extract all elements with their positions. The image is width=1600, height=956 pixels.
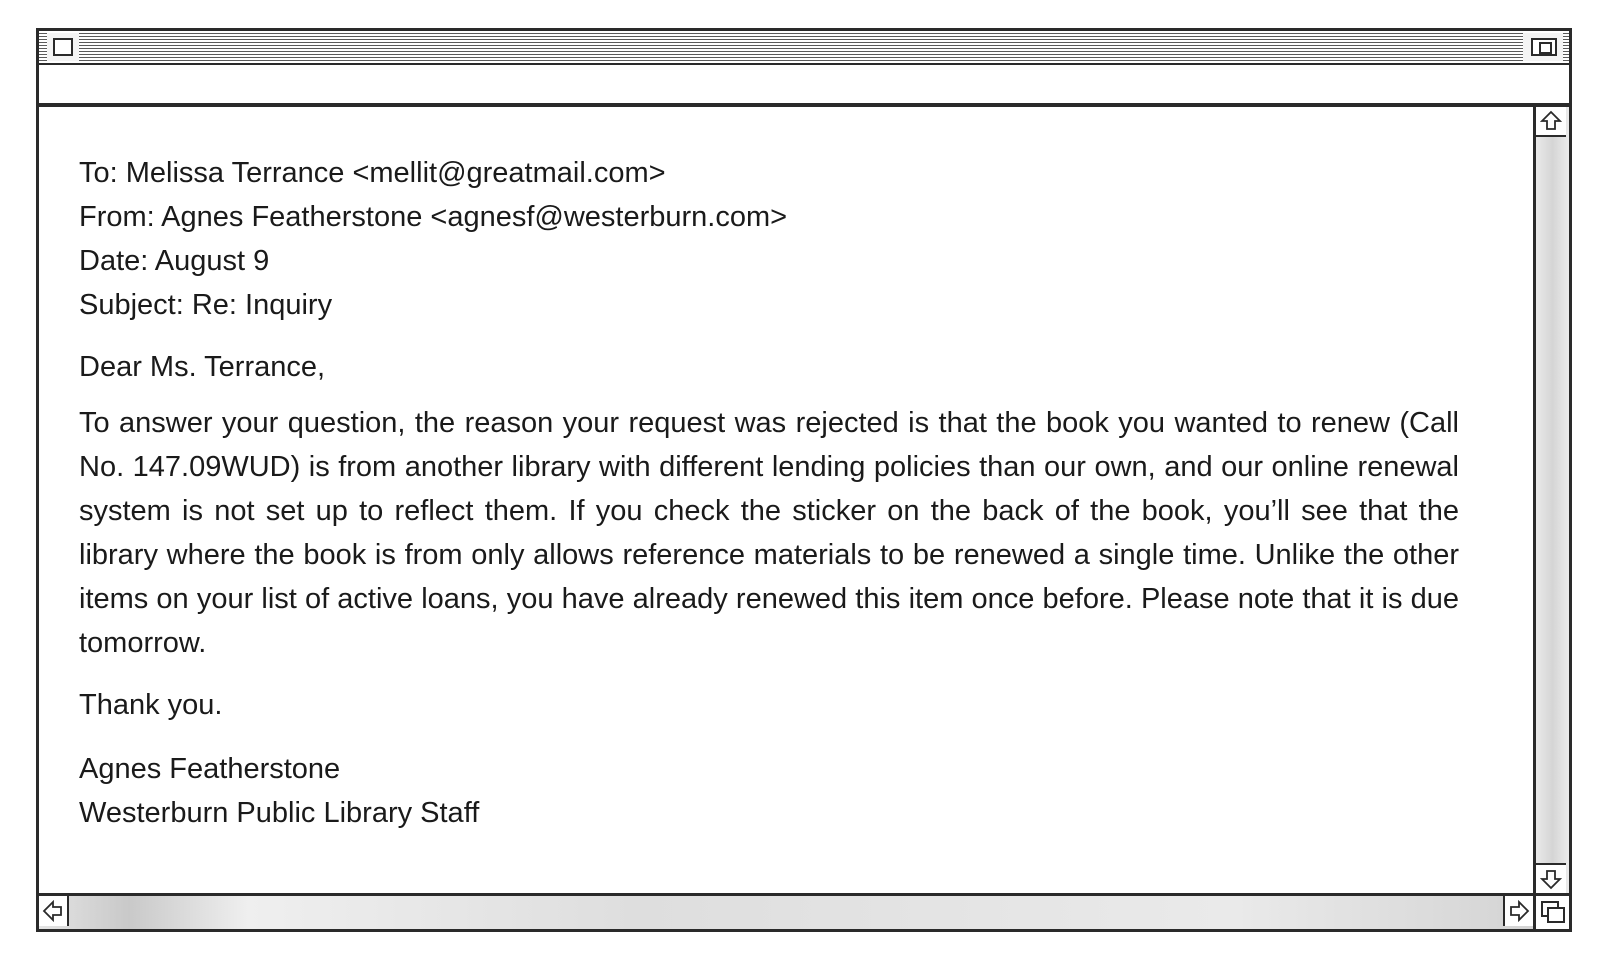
date-line: Date: August 9: [79, 245, 270, 277]
email-message: [79, 151, 1459, 835]
from-line: From: Agnes Featherstone <agnesf@westerburn.com>: [79, 201, 788, 233]
arrow-right-icon[interactable]: [1503, 896, 1533, 926]
message-body: To answer your question, the reason your request was rejected is that the book you wanted to renew (Call No. 147.09WUD) is from another library with different lending policies than our own, and our online renewal system is not set up to reflect them. If you check the sticker on the back of the book, you’ll see that the library where the book is from only allows reference materials to be renewed a single time. Unlike the other items on your list of active loans, you have already renewed this item once before. Please note that it is due tomorrow.: [79, 407, 1459, 659]
signature: [79, 747, 1459, 835]
arrow-left-icon[interactable]: [39, 896, 69, 926]
title-bar[interactable]: [39, 31, 1569, 65]
email-window: [36, 28, 1572, 932]
arrow-up-icon[interactable]: [1536, 107, 1566, 137]
toolbar-strip: [39, 65, 1569, 107]
to-line: To: Melissa Terrance <mellit@greatmail.com>: [79, 157, 666, 189]
close-box-icon[interactable]: [53, 38, 73, 56]
greeting: Dear Ms. Terrance,: [79, 351, 326, 383]
grow-box-front: [1547, 907, 1565, 923]
arrow-down-icon[interactable]: [1536, 863, 1566, 893]
resize-grow-icon[interactable]: [1533, 893, 1569, 929]
horizontal-scrollbar[interactable]: [39, 893, 1533, 929]
zoom-box-icon[interactable]: [1531, 38, 1557, 56]
vertical-scrollbar[interactable]: [1533, 107, 1569, 893]
message-content: [39, 107, 1533, 893]
signature-title: Westerburn Public Library Staff: [79, 797, 480, 829]
subject-line: Subject: Re: Inquiry: [79, 289, 333, 321]
signature-name: Agnes Featherstone: [79, 753, 341, 785]
closing: Thank you.: [79, 689, 223, 721]
